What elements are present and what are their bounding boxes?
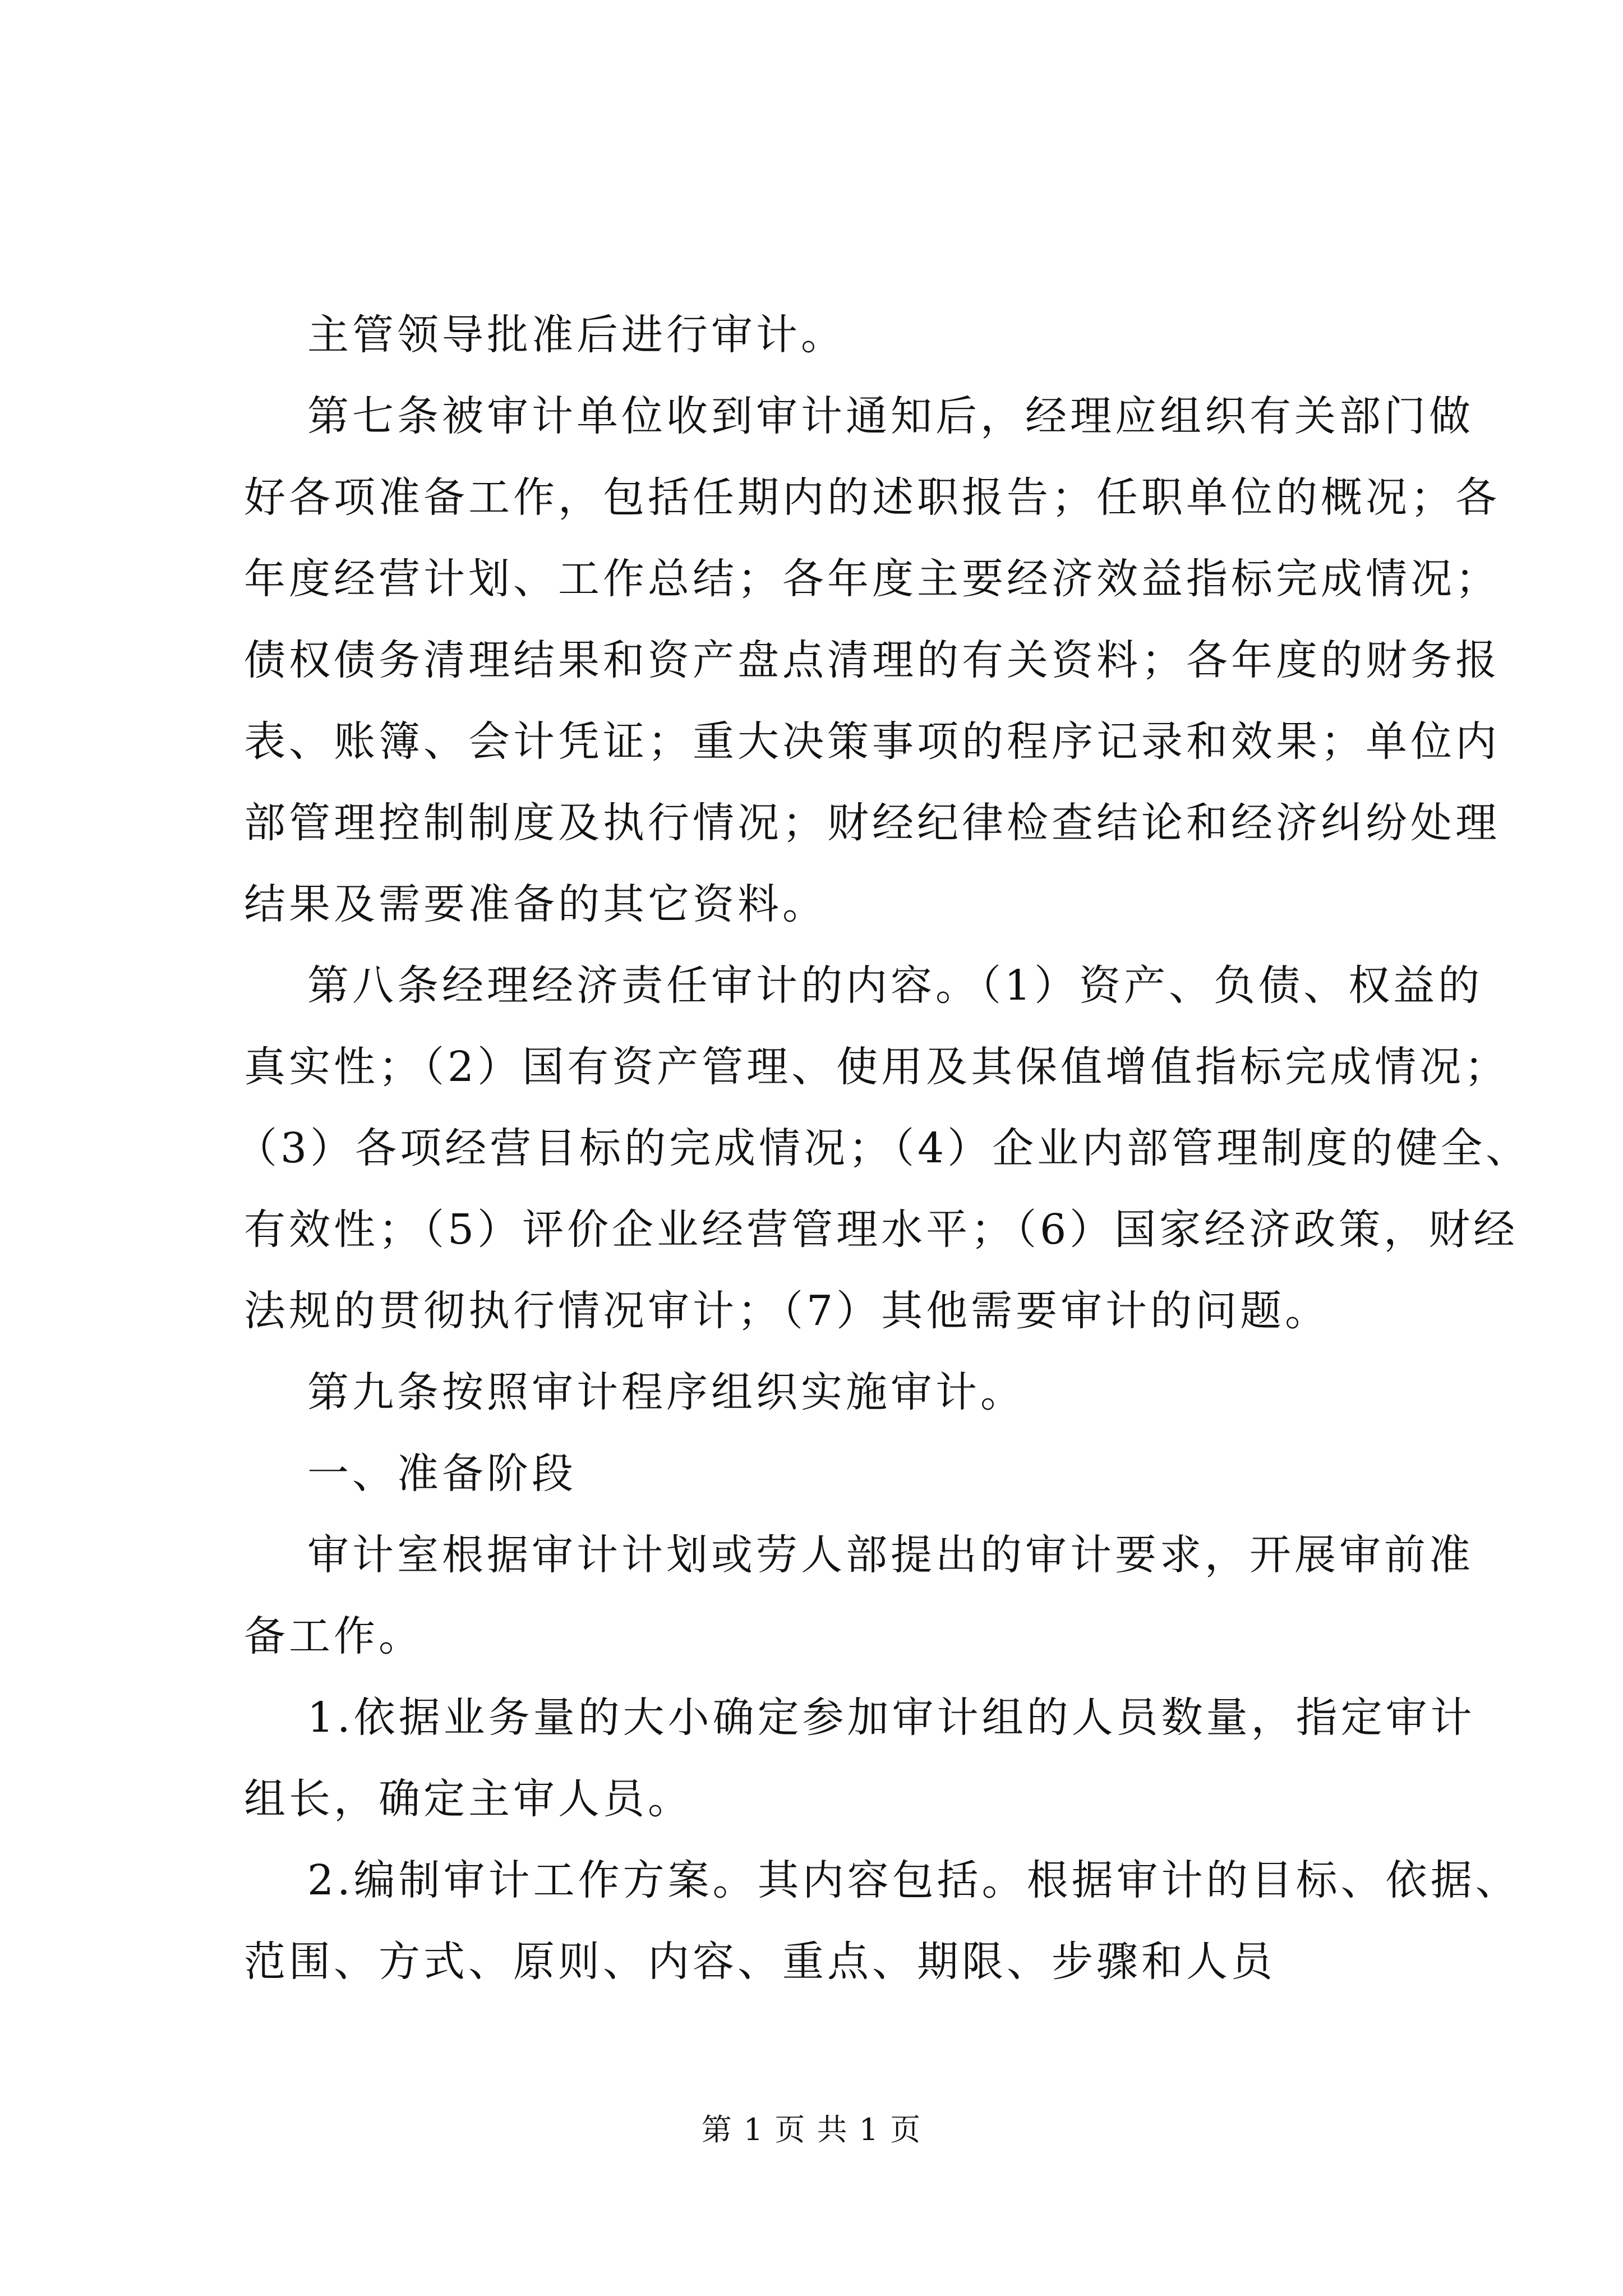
text-line-21: 范围、方式、原则、内容、重点、期限、步骤和人员 [244,1938,1276,1986]
text-line-13: 法规的贯彻执行情况审计；（7）其他需要审计的问题。 [244,1287,1330,1335]
text-line-3: 好各项准备工作，包括任期内的述职报告；任职单位的概况；各 [244,473,1500,522]
text-line-12: 有效性；（5）评价企业经营管理水平；（6）国家经济政策，财经 [244,1205,1519,1254]
text-line-5: 债权债务清理结果和资产盘点清理的有关资料；各年度的财务报 [244,636,1500,684]
text-line-10: 真实性；（2）国有资产管理、使用及其保值增值指标完成情况； [244,1043,1510,1091]
text-line-7: 部管理控制制度及执行情况；财经纪律检查结论和经济纠纷处理 [244,799,1500,847]
text-line-8: 结果及需要准备的其它资料。 [244,880,827,928]
text-line-17: 备工作。 [244,1612,423,1660]
text-line-15: 一、准备阶段 [307,1450,577,1498]
text-line-20: 2.编制审计工作方案。其内容包括。根据审计的目标、依据、 [307,1856,1520,1904]
text-line-4: 年度经营计划、工作总结；各年度主要经济效益指标完成情况； [244,555,1500,603]
text-line-19: 组长，确定主审人员。 [244,1775,693,1823]
text-line-11: （3）各项经营目标的完成情况；（4）企业内部管理制度的健全、 [236,1124,1531,1172]
text-line-18: 1.依据业务量的大小确定参加审计组的人员数量，指定审计 [307,1694,1476,1742]
text-line-2: 第七条被审计单位收到审计通知后，经理应组织有关部门做 [307,392,1474,440]
text-line-9: 第八条经理经济责任审计的内容。（1）资产、负债、权益的 [307,961,1483,1010]
page-footer: 第 1 页 共 1 页 [701,2112,922,2147]
text-line-6: 表、账簿、会计凭证；重大决策事项的程序记录和效果；单位内 [244,717,1500,766]
text-line-16: 审计室根据审计计划或劳人部提出的审计要求，开展审前准 [307,1531,1474,1579]
text-line-14: 第九条按照审计程序组织实施审计。 [307,1368,1025,1416]
text-line-1: 主管领导批准后进行审计。 [307,311,846,359]
